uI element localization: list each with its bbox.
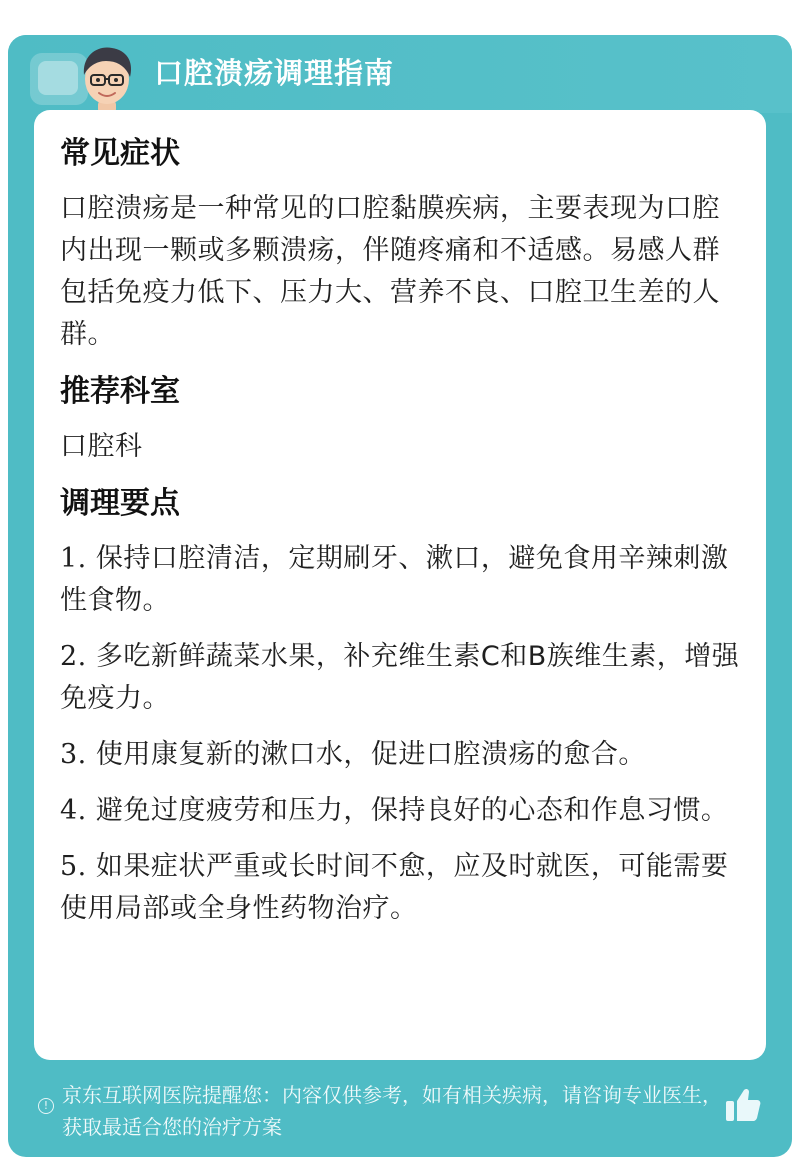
thumbs-up-icon[interactable]	[724, 1087, 762, 1123]
list-item-text: 如果症状严重或长时间不愈，应及时就医，可能需要使用局部或全身性药物治疗。	[60, 851, 729, 924]
disclaimer-text: 京东互联网医院提醒您：内容仅供参考，如有相关疾病，请咨询专业医生，获取最适合您的治疗方案	[62, 1083, 722, 1139]
department-text: 口腔科	[60, 431, 143, 462]
list-item-number: 2.	[60, 641, 87, 672]
list-item-text: 多吃新鲜蔬菜水果，补充维生素C和B族维生素，增强免疫力。	[60, 641, 740, 714]
list-item-number: 1.	[60, 543, 87, 574]
list-item	[60, 846, 740, 930]
page-title: 口腔溃疡调理指南	[154, 56, 395, 90]
disclaimer-footer	[34, 1075, 766, 1155]
list-item	[60, 734, 740, 776]
section-title-symptoms: 常见症状	[60, 136, 180, 171]
section-title-department: 推荐科室	[60, 374, 180, 409]
guide-panel	[8, 35, 792, 1157]
symptoms-text: 口腔溃疡是一种常见的口腔黏膜疾病，主要表现为口腔内出现一颗或多颗溃疡，伴随疼痛和不适感。易感人群包括免疫力低下、压力大、营养不良、口腔卫生差的人群。	[60, 193, 720, 350]
care-list	[60, 538, 740, 930]
list-item	[60, 790, 740, 832]
info-circle-icon: !	[38, 1098, 54, 1114]
list-item-text: 避免过度疲劳和压力，保持良好的心态和作息习惯。	[95, 795, 729, 826]
list-item-number: 4.	[60, 795, 87, 826]
list-item-number: 5.	[60, 851, 87, 882]
list-item-number: 3.	[60, 739, 87, 770]
list-item-text: 保持口腔清洁，定期刷牙、漱口，避免食用辛辣刺激性食物。	[60, 543, 729, 616]
list-item	[60, 636, 740, 720]
list-item	[60, 538, 740, 622]
list-item-text: 使用康复新的漱口水，促进口腔溃疡的愈合。	[95, 739, 646, 770]
section-title-care: 调理要点	[60, 486, 180, 521]
content-card	[34, 110, 766, 1060]
